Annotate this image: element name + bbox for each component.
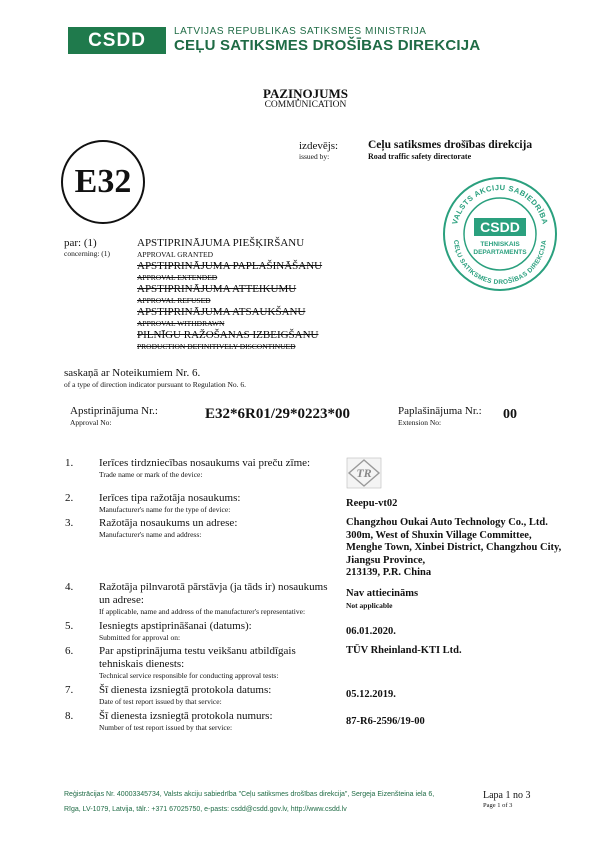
option-withdrawn: APSTIPRINĀJUMA ATSAUKŠANU	[137, 306, 306, 318]
item-label: Ierīces tipa ražotāja nosaukums: Manufacturer's name for the type of device:	[99, 492, 241, 514]
item-value: Reepu-vt02	[346, 498, 398, 509]
trademark-logo-icon	[346, 457, 382, 489]
option-refused-en: APPROVAL REFUSED	[137, 296, 211, 305]
footer-registration: Reģistrācijas Nr. 40003345734, Valsts akciju sabiedrība "Ceļu satiksmes drošības direkcija", Sergeja Eizenšteina iela 6,	[64, 791, 435, 798]
item-number: 8.	[65, 710, 74, 722]
issued-by-label-en: issued by:	[299, 152, 330, 161]
option-granted-en: APPROVAL GRANTED	[137, 250, 214, 259]
item-number: 1.	[65, 457, 74, 469]
item-value: 05.12.2019.	[346, 689, 396, 700]
option-extended: APSTIPRINĀJUMA PAPLAŠINĀŠANU	[137, 260, 323, 272]
option-extended-en: APPROVAL EXTENDED	[137, 273, 218, 282]
issued-by-value-en: Road traffic safety directorate	[368, 152, 472, 161]
stamp-center: CSDD	[480, 219, 520, 235]
approval-label: Apstiprinājuma Nr.:	[70, 405, 158, 417]
ministry-name: LATVIJAS REPUBLIKAS SATIKSMES MINISTRIJA	[174, 26, 427, 37]
footer-contacts: Rīga, LV-1079, Latvija, tālr.: +371 67025750, e-pasts: csdd@csdd.gov.lv, http://www.csdd.lv	[64, 806, 347, 813]
trademark-logo-text: TR	[356, 466, 372, 480]
item-value: 06.01.2020.	[346, 626, 396, 637]
item-value-en: Not applicable	[346, 601, 393, 610]
approval-number: E32*6R01/29*0223*00	[205, 406, 351, 422]
item-number: 5.	[65, 620, 74, 632]
regulation-text-en: of a type of direction indicator pursuant to Regulation No. 6.	[64, 380, 247, 389]
agency-name: CEĻU SATIKSMES DROŠĪBAS DIREKCIJA	[174, 37, 481, 54]
item-label: Ražotāja nosaukums un adrese: Manufacturer's name and address:	[99, 517, 238, 539]
csdd-stamp-icon	[442, 176, 558, 292]
page-indicator: Lapa 1 no 3	[483, 790, 531, 801]
stamp-top-text: VALSTS AKCIJU SABIEDRĪBA	[450, 182, 550, 226]
csdd-logo: CSDD	[68, 27, 166, 54]
regulation-text: saskaņā ar Noteikumiem Nr. 6.	[64, 367, 201, 379]
extension-label-en: Extension No:	[398, 418, 442, 427]
option-granted: APSTIPRINĀJUMA PIEŠĶIRŠANU	[137, 237, 305, 249]
item-label: Par apstiprinājuma testu veikšanu atbildīgais tehniskais dienests: Technical service responsible for conducting approval tests:	[99, 645, 296, 680]
item-value: Nav attiecināms	[346, 588, 419, 599]
item-value: 87-R6-2596/19-00	[346, 716, 425, 727]
manufacturer-address: Changzhou Oukai Auto Technology Co., Ltd. 300m, West of Shuxin Village Committee, Menghe Town, Xinbei District, Changzhou City, Jiangsu Province, 213139, P.R. China	[346, 517, 562, 578]
approval-label-en: Approval No:	[70, 418, 112, 427]
page-indicator-en: Page 1 of 3	[483, 802, 513, 809]
document-title: PAZIŅOJUMS	[263, 86, 348, 101]
item-number: 3.	[65, 517, 74, 529]
option-discontinued: PILNĪGU RAŽOŠANAS IZBEIGŠANU	[137, 329, 319, 341]
issued-by-value: Ceļu satiksmes drošības direkcija	[368, 139, 533, 151]
stamp-line1: TEHNISKAIS	[480, 241, 520, 248]
item-label: Ražotāja pilnvarotā pārstāvja (ja tāds ir) nosaukums un adrese: If applicable, name and address of the manufacturer's representative:	[99, 581, 328, 616]
stamp-line2: DEPARTAMENTS	[473, 249, 527, 256]
item-label: Šī dienesta izsniegtā protokola numurs: Number of test report issued by that service:	[99, 710, 273, 732]
item-value: TÜV Rheinland-KTI Ltd.	[346, 645, 462, 656]
extension-number: 00	[503, 407, 517, 422]
item-label: Ierīces tirdzniecības nosaukums vai preču zīme: Trade name or mark of the device:	[99, 457, 311, 479]
item-number: 6.	[65, 645, 74, 657]
e-mark-circle: E32	[61, 140, 145, 224]
concerning-label: par: (1)	[64, 237, 97, 249]
item-number: 4.	[65, 581, 74, 593]
extension-label: Paplašinājuma Nr.:	[398, 405, 482, 417]
option-withdrawn-en: APPROVAL WITHDRAWN	[137, 319, 225, 328]
stamp-bottom-text: CEĻU SATIKSMES DROŠĪBAS DIREKCIJA	[451, 239, 549, 287]
item-label: Šī dienesta izsniegtā protokola datums: Date of test report issued by that service:	[99, 684, 272, 706]
item-number: 2.	[65, 492, 74, 504]
document-subtitle: COMMUNICATION	[264, 100, 347, 110]
option-refused: APSTIPRINĀJUMA ATTEIKUMU	[137, 283, 297, 295]
option-discontinued-en: PRODUCTION DEFINITIVELY DISCONTINUED	[137, 342, 296, 351]
concerning-label-en: concerning: (1)	[64, 249, 111, 258]
item-label: Iesniegts apstiprināšanai (datums): Submitted for approval on:	[99, 620, 252, 642]
issued-by-label: izdevējs:	[299, 140, 339, 152]
item-number: 7.	[65, 684, 74, 696]
